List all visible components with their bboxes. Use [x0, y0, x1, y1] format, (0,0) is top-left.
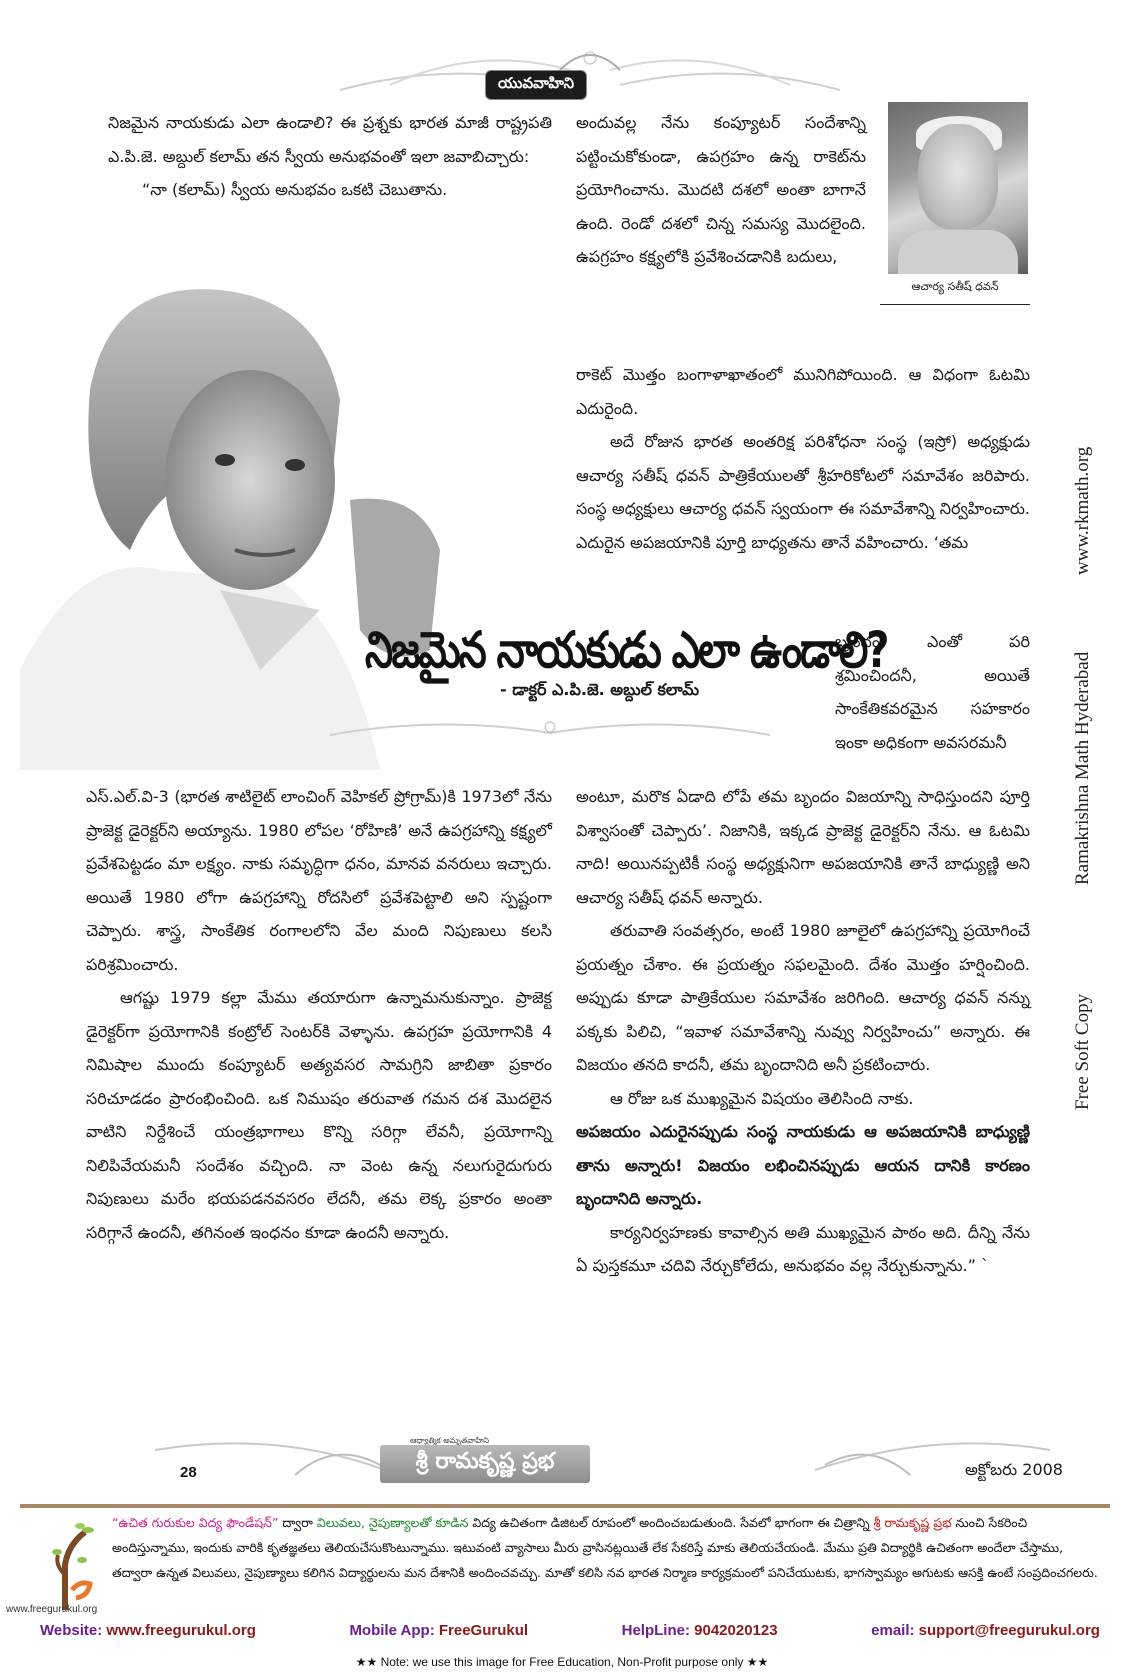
foundation-notice — [112, 1510, 1107, 1585]
closing-paragraph: కార్యనిర్వహణకు కావాల్సిన అతి ముఖ్యమైన పాఠం అది. దీన్ని నేను ఏ పుస్తకమూ చదివి నేర్చుకోలేదు, అనుభవం వల్ల నేర్చుకున్నాను.” ` — [576, 1222, 1030, 1275]
divider-ornament — [330, 715, 770, 745]
notice-text: నుంచి సేకరించి అందిస్తున్నాము, ఇందుకు వారికి కృతజ్ఞతలు తెలియచేసుకొంటున్నాము. ఇటువంటి వ్యాసాలు మీరు వ్రాసినట్లయితే లేక సేకరిస్తే మాకు తెలియచేయండి. మేము ప్రతి విద్యార్థికి ఉచితంగా అందేలా చేస్తాము, తద్వారా ఉన్నత విలువలు, నైపుణ్యాలు కలిగిన విద్యార్థులను మన దేశానికి అందించవచ్చు. మాతో కలిసి నవ భారత నిర్మాణ కార్యక్రమంలో పనిచేయుటకు, భాగస్వామ్యం అగుటకు ఆసక్తి ఉంటే సంప్రదించగలరు. — [112, 1515, 1098, 1580]
emphasis-paragraph: అపజయం ఎదురైనప్పుడు సంస్థ నాయకుడు ఆ అపజయానికి బాధ్యుణ్ణి తాను అన్నారు! విజయం లభించినప్పుడు ఆయన దానికి కారణం బృందానిది అన్నారు. — [576, 1122, 1030, 1208]
paragraph: ఆగష్టు 1979 కల్లా మేము తయారుగా ఉన్నామనుకున్నాం. ప్రాజెక్ట డైరెక్టర్‌గా ప్రయోగానికి కంట్రోల్ సెంటర్‌కి వెళ్ళాను. ఉపగ్రహ ప్రయోగానికి 4 నిమిషాల ముందు కంప్యూటర్ అత్యవసర సామగ్రిని జాబితా ప్రకారం సరిచూడడం ప్రారంభించింది. ఒక నిముషం తరువాత గమన దశ మొదలైన వాటిని నిర్దేశించే యంత్రభాగాలు కొన్ని సరిగ్గా లేవనీ, ప్రయోగాన్ని నిలిపివేయమనీ సందేశం వచ్చింది. నా వెంట ఉన్న నలుగురైదుగురు నిపుణులు మరేం భయపడనవసరం లేదనీ, తమ లెక్క ప్రకారం అంతా సరిగ్గానే ఉందనీ, తగినంత ఇంధనం కూడా ఉందనీ అన్నారు. — [86, 988, 552, 1242]
website-label: Website: — [40, 1622, 103, 1639]
values-text: విలువలు, నైపుణ్యాలతో కూడిన — [316, 1515, 469, 1530]
paragraph: అదే రోజున భారత అంతరిక్ష పరిశోధనా సంస్థ (ఇస్రో) అధ్యక్షుడు ఆచార్య సతీష్ ధవన్ పాత్రికేయులతో శ్రీహరికోటలో సమావేశం జరిపారు. సంస్థ అధ్యక్షులు ఆచార్య ధవన్ స్వయంగా ఈ సమావేశాన్ని నిర్వహించారు. ఎదురైన అపజయానికి పూర్తి బాధ్యతను తానే వహించారు. ‘తమ — [576, 432, 1030, 552]
notice-text: ద్వారా — [278, 1515, 317, 1530]
article-headline: నిజమైన నాయకుడు ఎలా ఉండాలి? — [365, 622, 888, 680]
helpline-label: HelpLine: — [621, 1622, 690, 1639]
page-number: 28 — [180, 1464, 197, 1481]
watermark-site: www.rkmath.org — [1072, 446, 1093, 575]
column-2-bottom — [576, 780, 1030, 1283]
helpline-number: 9042020123 — [694, 1622, 778, 1639]
column-2-middle — [576, 358, 1030, 559]
divider-rule — [20, 1504, 1110, 1508]
notice-text: విద్య ఉచితంగా డిజిటల్ రూపంలో అందించబడుతుంది. సేవలో భాగంగా ఈ చిత్రాన్ని — [468, 1515, 874, 1530]
usage-note: ★★ Note: we use this image for Free Education, Non-Profit purpose only ★★ — [355, 1655, 769, 1669]
paragraph: రాకెట్ మొత్తం బంగాళాఖాతంలో మునిగిపోయింది. ఆ విధంగా ఓటమి ఎదురైంది. — [576, 365, 1030, 418]
email-contact[interactable] — [871, 1622, 1100, 1639]
contact-bar — [40, 1622, 1100, 1639]
paragraph: అందువల్ల నేను కంప్యూటర్ సందేశాన్ని పట్టించుకోకుండా, ఉపగ్రహం ఉన్న రాకెట్‌ను ప్రయోగించాను. మొదటి దశలో అంతా బాగానే ఉంది. రెండో దశలో చిన్న సమస్య మొదలైంది. ఉపగ్రహం కక్ష్యలోకి ప్రవేశించడానికి బదులు, — [576, 113, 866, 266]
top-ornament — [330, 40, 850, 100]
helpline-contact — [622, 1622, 778, 1639]
email-label: email: — [871, 1622, 915, 1639]
photo-caption: ఆచార్య సతీష్ ధవన్ — [880, 280, 1030, 305]
column-2-top — [576, 106, 866, 274]
kalam-portrait-image — [20, 250, 440, 770]
column-1-bottom — [86, 780, 552, 1249]
quote-start: “నా (కలామ్) స్వీయ అనుభవం ఒకటి చెబుతాను. — [142, 180, 448, 199]
watermark-copy: Free Soft Copy — [1072, 993, 1093, 1110]
magazine-name: శ్రీ రామకృష్ణ ప్రభ — [380, 1445, 590, 1483]
paragraph: ఎస్.ఎల్.వి-3 (భారత శాటిలైట్ లాంచింగ్ వెహికల్ ప్రోగ్రామ్)కి 1973లో నేను ప్రాజెక్ట డైరెక్టర్‌ని అయ్యాను. 1980 లోపల ‘రోహిణి’ అనే ఉపగ్రహాన్ని కక్ష్యలో ప్రవేశపెట్టడం మా లక్ష్యం. నాకు సమృద్ధిగా ధనం, మానవ వనరులు ఇచ్చారు. అయితే 1980 లోగా ఉపగ్రహాన్ని రోదసిలో ప్రవేశపెట్టాలి అని స్పష్టంగా చెప్పారు. శాస్త్ర, సాంకేతిక రంగాలలోని వేల మంది నిపుణులు కలసి పరిశ్రమించారు. — [86, 787, 552, 974]
magazine-tagline: ఆధ్యాత్మిక అమృతవాహిని — [410, 1436, 489, 1445]
watermark-org: Ramakrishna Math Hyderabad — [1072, 651, 1093, 885]
app-contact — [349, 1622, 528, 1639]
section-badge: యువవాహిని — [485, 70, 587, 100]
issue-date: అక్టోబరు 2008 — [965, 1460, 1063, 1479]
article-byline: - డాక్టర్ ఎ.పి.జె. అబ్దుల్ కలామ్ — [500, 680, 700, 699]
website-link[interactable]: www.freegurukul.org — [106, 1622, 256, 1639]
paragraph: బృందం ఎంతో పరి శ్రమించిందనీ, అయితే సాంకేతికవరమైన సహకారం ఇంకా అధికంగా అవసరమనీ — [835, 632, 1030, 752]
paragraph: ఆ రోజు ఒక ముఖ్యమైన విషయం తెలిసింది నాకు. — [610, 1088, 914, 1108]
email-link[interactable]: support@freegurukul.org — [918, 1622, 1100, 1639]
footer-ornament — [155, 1430, 1050, 1490]
app-label: Mobile App: — [349, 1622, 435, 1639]
dhawan-portrait-image — [888, 102, 1028, 274]
paragraph: అంటూ, మరొక ఏడాది లోపే తమ బృందం విజయాన్ని సాధిస్తుందని పూర్తి విశ్వాసంతో చెప్పారు’. నిజానికి, ఇక్కడ ప్రాజెక్ట డైరెక్టర్‌ని నేను. ఆ ఓటమి నాది! అయినప్పటికీ సంస్థ అధ్యక్షునిగా అపజయానికి తానే బాధ్యుణ్ణి అని ఆచార్య సతీష్ ధవన్ అన్నారు. — [576, 787, 1030, 907]
side-watermark — [1044, 410, 1114, 1110]
website-contact[interactable] — [40, 1622, 256, 1639]
intro-paragraph: నిజమైన నాయకుడు ఎలా ఉండాలి? ఈ ప్రశ్నకు భారత మాజీ రాష్ట్రపతి ఎ.పి.జె. అబ్దుల్ కలామ్ తన స్వీయ అనుభవంతో ఇలా జవాబిచ్చారు: — [108, 113, 552, 166]
intro-column — [108, 106, 552, 207]
logo-url: www.freegurukul.org — [6, 1604, 98, 1615]
foundation-name: “ఉచిత గురుకుల విద్య ఫౌండేషన్” — [112, 1515, 279, 1530]
paragraph: తరువాతి సంవత్సరం, అంటే 1980 జూలైలో ఉపగ్రహాన్ని ప్రయోగించే ప్రయత్నం చేశాం. ఈ ప్రయత్నం సఫలమైంది. దేశం మొత్తం హర్షించింది. అప్పుడు కూడా పాత్రికేయుల సమావేశం జరిగింది. ఆచార్య ధవన్ నన్ను పక్కకు పిలిచి, “ఇవాళ సమావేశాన్ని నువ్వు నిర్వహించు” అన్నారు. ఈ విజయం తనది కాదనీ, తమ బృందానిది అనీ ప్రకటించారు. — [576, 921, 1030, 1074]
app-name: FreeGurukul — [438, 1622, 529, 1639]
magazine-credit: శ్రీ రామకృష్ణ ప్రభ — [873, 1515, 952, 1530]
